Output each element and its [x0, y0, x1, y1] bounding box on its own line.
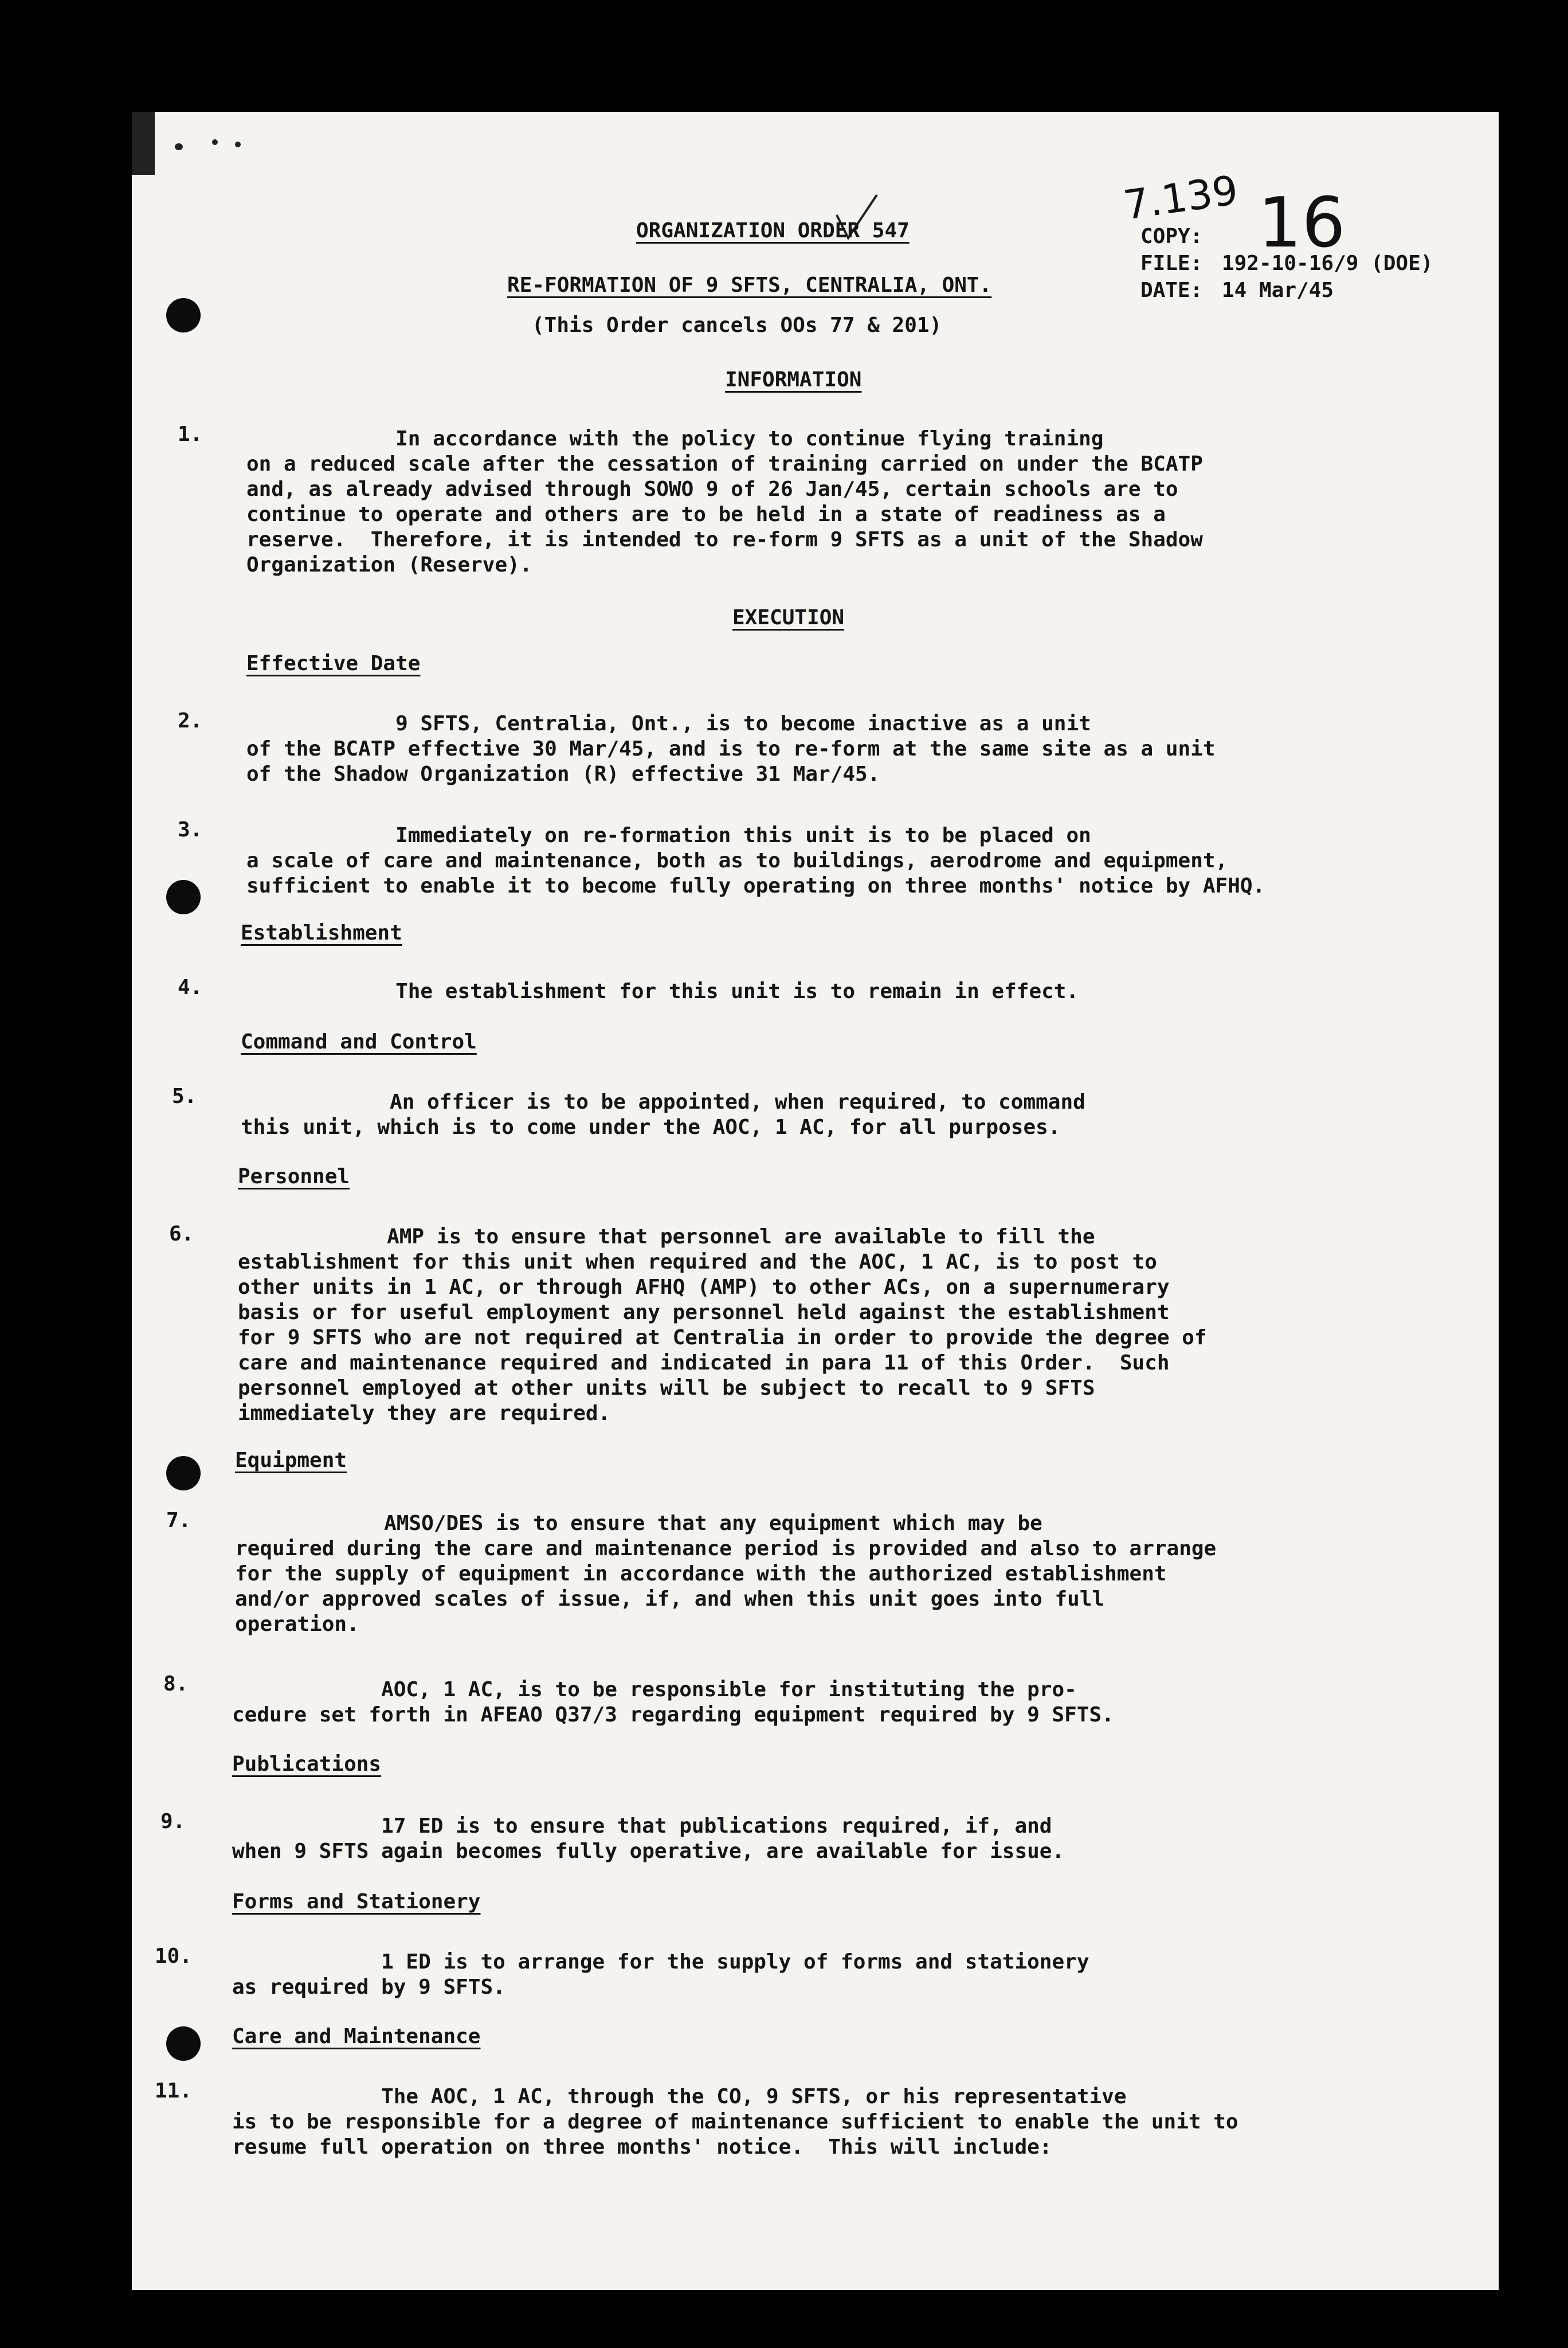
paragraph-line: Immediately on re-formation this unit is to be placed on	[246, 824, 1091, 847]
heading-effective-date: Effective Date	[246, 652, 421, 675]
para-number: 10.	[155, 1944, 193, 1968]
paragraph-line: of the Shadow Organization (R) effective 31 Mar/45.	[246, 762, 880, 786]
section-execution: EXECUTION	[732, 606, 845, 629]
heading-establishment: Establishment	[241, 921, 402, 945]
paragraph-line: 17 ED is to ensure that publications required, if, and	[232, 1814, 1052, 1838]
para-number: 2.	[178, 709, 203, 733]
paragraph-line: The establishment for this unit is to remain in effect.	[246, 980, 1079, 1003]
handwritten-number: 7.139	[1120, 166, 1241, 229]
para-number: 4.	[178, 976, 203, 999]
heading-publications: Publications	[232, 1752, 382, 1776]
paragraph-line: a scale of care and maintenance, both as to buildings, aerodrome and equipment,	[246, 849, 1228, 872]
paragraph-line: In accordance with the policy to continue flying training	[246, 427, 1104, 451]
para-number: 8.	[163, 1672, 189, 1696]
paragraph-line: as required by 9 SFTS.	[232, 1975, 505, 1999]
paragraph-line: basis or for useful employment any personnel held against the establishment	[238, 1301, 1170, 1324]
paragraph-line: for the supply of equipment in accordance with the authorized establishment	[235, 1562, 1167, 1586]
paragraph-line: of the BCATP effective 30 Mar/45, and is to re-form at the same site as a unit	[246, 737, 1216, 761]
paragraph-line: sufficient to enable it to become fully operating on three months' notice by AFHQ.	[246, 874, 1265, 898]
paragraph-line: this unit, which is to come under the AOC, 1 AC, for all purposes.	[241, 1116, 1061, 1139]
paragraph-line: care and maintenance required and indicated in para 11 of this Order. Such	[238, 1351, 1170, 1375]
paragraph-line: immediately they are required.	[238, 1402, 611, 1425]
heading-personnel: Personnel	[238, 1165, 350, 1188]
file-value: 192-10-16/9 (DOE)	[1222, 252, 1433, 275]
paragraph-line: 1 ED is to arrange for the supply of forms and stationery	[232, 1950, 1089, 1974]
paragraph-line: AMSO/DES is to ensure that any equipment which may be	[235, 1512, 1042, 1535]
heading-forms-and-stationery: Forms and Stationery	[232, 1890, 481, 1913]
punch-hole-middle	[166, 880, 201, 914]
para-number: 1.	[178, 422, 203, 446]
section-information: INFORMATION	[725, 368, 862, 392]
date-label: DATE:	[1140, 279, 1203, 302]
paragraph-line: reserve. Therefore, it is intended to re-form 9 SFTS as a unit of the Shadow	[246, 528, 1203, 551]
corner-mark	[132, 112, 155, 175]
specks	[212, 139, 218, 145]
para-number: 7.	[166, 1509, 191, 1532]
paragraph-line: establishment for this unit when required and the AOC, 1 AC, is to post to	[238, 1250, 1157, 1274]
file-label: FILE:	[1140, 252, 1203, 275]
punch-hole-bottom	[166, 2026, 201, 2061]
paragraph-line: other units in 1 AC, or through AFHQ (AMP) to other ACs, on a supernumerary	[238, 1275, 1170, 1299]
date-value: 14 Mar/45	[1222, 279, 1334, 302]
paragraph-line: Organization (Reserve).	[246, 553, 532, 577]
para-number: 3.	[178, 818, 203, 842]
specks	[175, 143, 183, 150]
paragraph-line: for 9 SFTS who are not required at Centralia in order to provide the degree of	[238, 1326, 1207, 1349]
heading-equipment: Equipment	[235, 1449, 347, 1472]
heading-command-and-control: Command and Control	[241, 1030, 477, 1054]
paragraph-line: AOC, 1 AC, is to be responsible for instituting the pro-	[232, 1678, 1077, 1701]
paragraph-line: AMP is to ensure that personnel are available to fill the	[238, 1225, 1095, 1249]
paragraph-line: personnel employed at other units will be subject to recall to 9 SFTS	[238, 1376, 1095, 1400]
order-title: ORGANIZATION ORDER 547	[636, 219, 910, 242]
paragraph-line: continue to operate and others are to be held in a state of readiness as a	[246, 503, 1166, 526]
para-number: 9.	[160, 1810, 186, 1833]
paragraph-line: and/or approved scales of issue, if, and when this unit goes into full	[235, 1587, 1105, 1611]
punch-hole-top	[166, 298, 201, 332]
order-subject: RE-FORMATION OF 9 SFTS, CENTRALIA, ONT.	[507, 273, 992, 297]
para-number: 11.	[155, 2079, 193, 2103]
paragraph-line: An officer is to be appointed, when required, to command	[241, 1090, 1085, 1114]
handwritten-copy-number: 16	[1258, 183, 1346, 263]
document-page	[132, 112, 1499, 2290]
paragraph-line: operation.	[235, 1613, 359, 1636]
heading-care-and-maintenance: Care and Maintenance	[232, 2025, 481, 2048]
copy-label: COPY:	[1140, 225, 1203, 248]
punch-hole-lower	[166, 1456, 201, 1490]
specks	[235, 142, 241, 147]
paragraph-line: cedure set forth in AFEAO Q37/3 regarding equipment required by 9 SFTS.	[232, 1703, 1114, 1727]
paragraph-line: is to be responsible for a degree of maintenance sufficient to enable the unit to	[232, 2110, 1238, 2134]
paragraph-line: 9 SFTS, Centralia, Ont., is to become inactive as a unit	[246, 712, 1091, 735]
paragraph-line: on a reduced scale after the cessation of training carried on under the BCATP	[246, 452, 1203, 476]
para-number: 6.	[169, 1222, 194, 1246]
order-cancel-note: (This Order cancels OOs 77 & 201)	[532, 314, 942, 337]
paragraph-line: and, as already advised through SOWO 9 of 26 Jan/45, certain schools are to	[246, 478, 1178, 501]
paragraph-line: when 9 SFTS again becomes fully operative, are available for issue.	[232, 1840, 1065, 1863]
paragraph-line: resume full operation on three months' notice. This will include:	[232, 2135, 1052, 2159]
paragraph-line: The AOC, 1 AC, through the CO, 9 SFTS, or his representative	[232, 2085, 1127, 2108]
para-number: 5.	[172, 1085, 197, 1108]
paragraph-line: required during the care and maintenance period is provided and also to arrange	[235, 1537, 1217, 1560]
